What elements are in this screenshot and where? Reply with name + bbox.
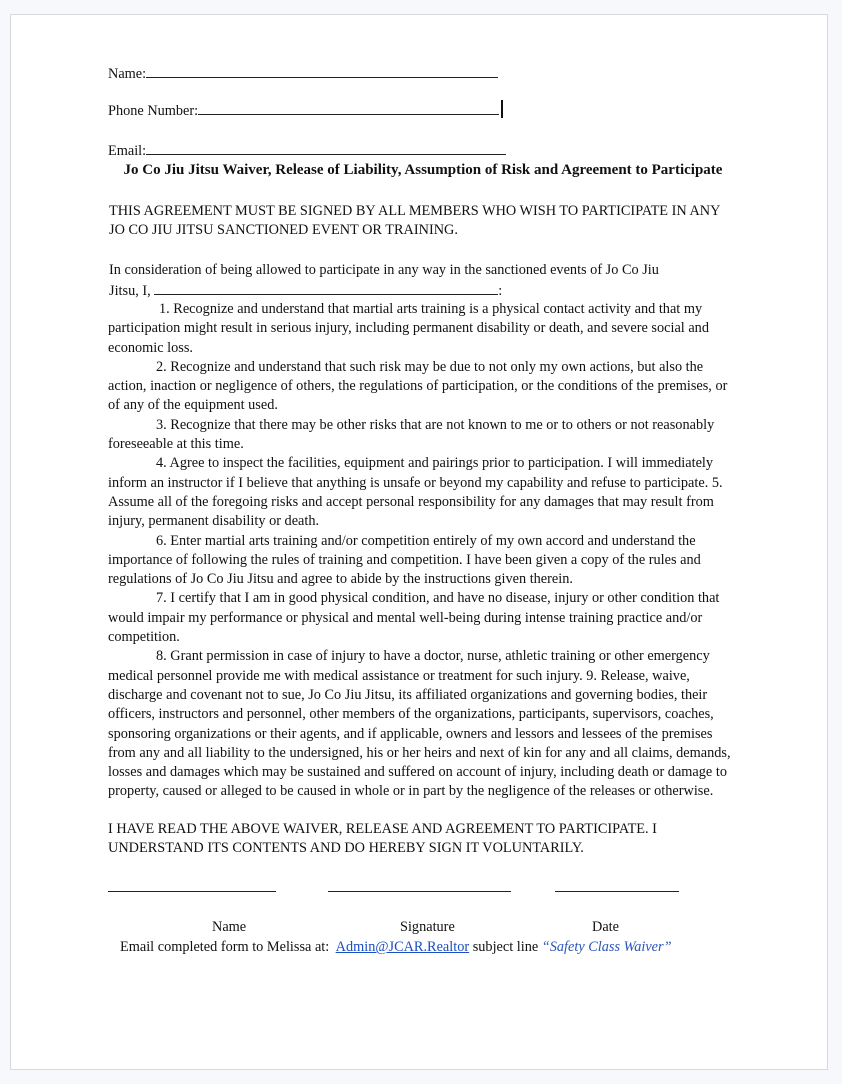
consideration-line: In consideration of being allowed to participate in any way in the sanctioned events of Jo Co Jiu xyxy=(109,262,659,278)
admin-email-link[interactable]: Admin@JCAR.Realtor xyxy=(335,939,470,955)
instructions-prefix: Email completed form to Melissa at: xyxy=(120,939,330,955)
waiver-title: Jo Co Jiu Jitsu Waiver, Release of Liability, Assumption of Risk and Agreement to Participate xyxy=(123,162,723,178)
item-4-5: 4. Agree to inspect the facilities, equipment and pairings prior to participation. I will immediately inform an instructor if I believe that anything is unsafe or beyond my capability and refuse to participate. 5. Assume all of the foregoing risks and accept personal responsibility for any damages that may result from injury, permanent disability or death. xyxy=(108,455,723,530)
name-signature-blank[interactable] xyxy=(108,877,276,892)
participant-name-line[interactable] xyxy=(109,280,739,301)
item-6: 6. Enter martial arts training and/or competition entirely of my own accord and understand the importance of following the rules of training and competition. I have been given a copy of the rules and regulations of Jo Co Jiu Jitsu and agree to abide by the instructions given therein. xyxy=(108,532,701,588)
document-page xyxy=(10,14,828,1070)
subject-line: “Safety Class Waiver” xyxy=(541,939,672,955)
name-label: Name: xyxy=(108,66,147,82)
text-cursor xyxy=(501,100,503,118)
waiver-items xyxy=(108,300,738,802)
email-blank[interactable] xyxy=(146,140,506,155)
item-1: 1. Recognize and understand that martial arts training is a physical contact activity and that my participation might result in serious injury, including permanent disability or death, and severe social and economic loss. xyxy=(108,301,709,356)
item-2: 2. Recognize and understand that such risk may be due to not only my own actions, but also the action, inaction or negligence of others, the regulations of participation, or the conditions of the premises, or of any of the equipment used. xyxy=(108,358,728,414)
instructions-middle: subject line xyxy=(472,939,539,955)
date-caption: Date xyxy=(592,919,619,935)
item-8-9: 8. Grant permission in case of injury to have a doctor, nurse, athletic training or other emergency medical personnel provide me with medical assistance or treatment for such injury. 9. Release, waive, discharge and covenant not to sue, Jo Co Jiu Jitsu, its affiliated organizations and governing bodies, their officers, instructors and personnel, other members of the organizations, participants, supervisors, coaches, sponsoring organizations or their agents, and if applicable, owners and lessors and lessees of the premises from any and all liability to the undersigned, his or her heirs and next of kin for any and all claims, demands, losses and damages which may be sustained and suffered on account of injury, including death or damage to property, caused or alleged to be caused in whole or in part by the negligence of the releases or otherwise. xyxy=(108,648,731,800)
consideration-suffix: : xyxy=(498,283,503,300)
phone-label: Phone Number: xyxy=(108,103,199,119)
signature-caption: Signature xyxy=(400,919,455,935)
item-7: 7. I certify that I am in good physical condition, and have no disease, injury or other condition that would impair my performance or physical and mental well-being during intense training practice and/or competition. xyxy=(108,590,720,646)
acknowledgement: I HAVE READ THE ABOVE WAIVER, RELEASE AND AGREEMENT TO PARTICIPATE. I UNDERSTAND ITS CONTENTS AND DO HEREBY SIGN IT VOLUNTARILY. xyxy=(108,821,657,857)
consideration-prefix: Jitsu, I, xyxy=(109,283,151,300)
name-blank[interactable] xyxy=(146,63,498,78)
phone-field[interactable] xyxy=(108,100,503,121)
email-label: Email: xyxy=(108,143,147,159)
item-3: 3. Recognize that there may be other risks that are not known to me or to others or not reasonably foreseeable at this time. xyxy=(108,416,715,453)
name-caption: Name xyxy=(212,919,247,935)
submission-instructions xyxy=(120,938,672,957)
participant-name-blank[interactable] xyxy=(154,280,498,295)
signature-blank[interactable] xyxy=(328,877,511,892)
date-blank[interactable] xyxy=(555,877,679,892)
membership-notice: THIS AGREEMENT MUST BE SIGNED BY ALL MEMBERS WHO WISH TO PARTICIPATE IN ANY JO CO JIU JITSU SANCTIONED EVENT OR TRAINING. xyxy=(109,203,720,239)
name-field[interactable] xyxy=(108,63,498,84)
phone-blank[interactable] xyxy=(198,100,499,115)
email-field[interactable] xyxy=(108,140,506,161)
consideration-paragraph xyxy=(109,261,739,302)
